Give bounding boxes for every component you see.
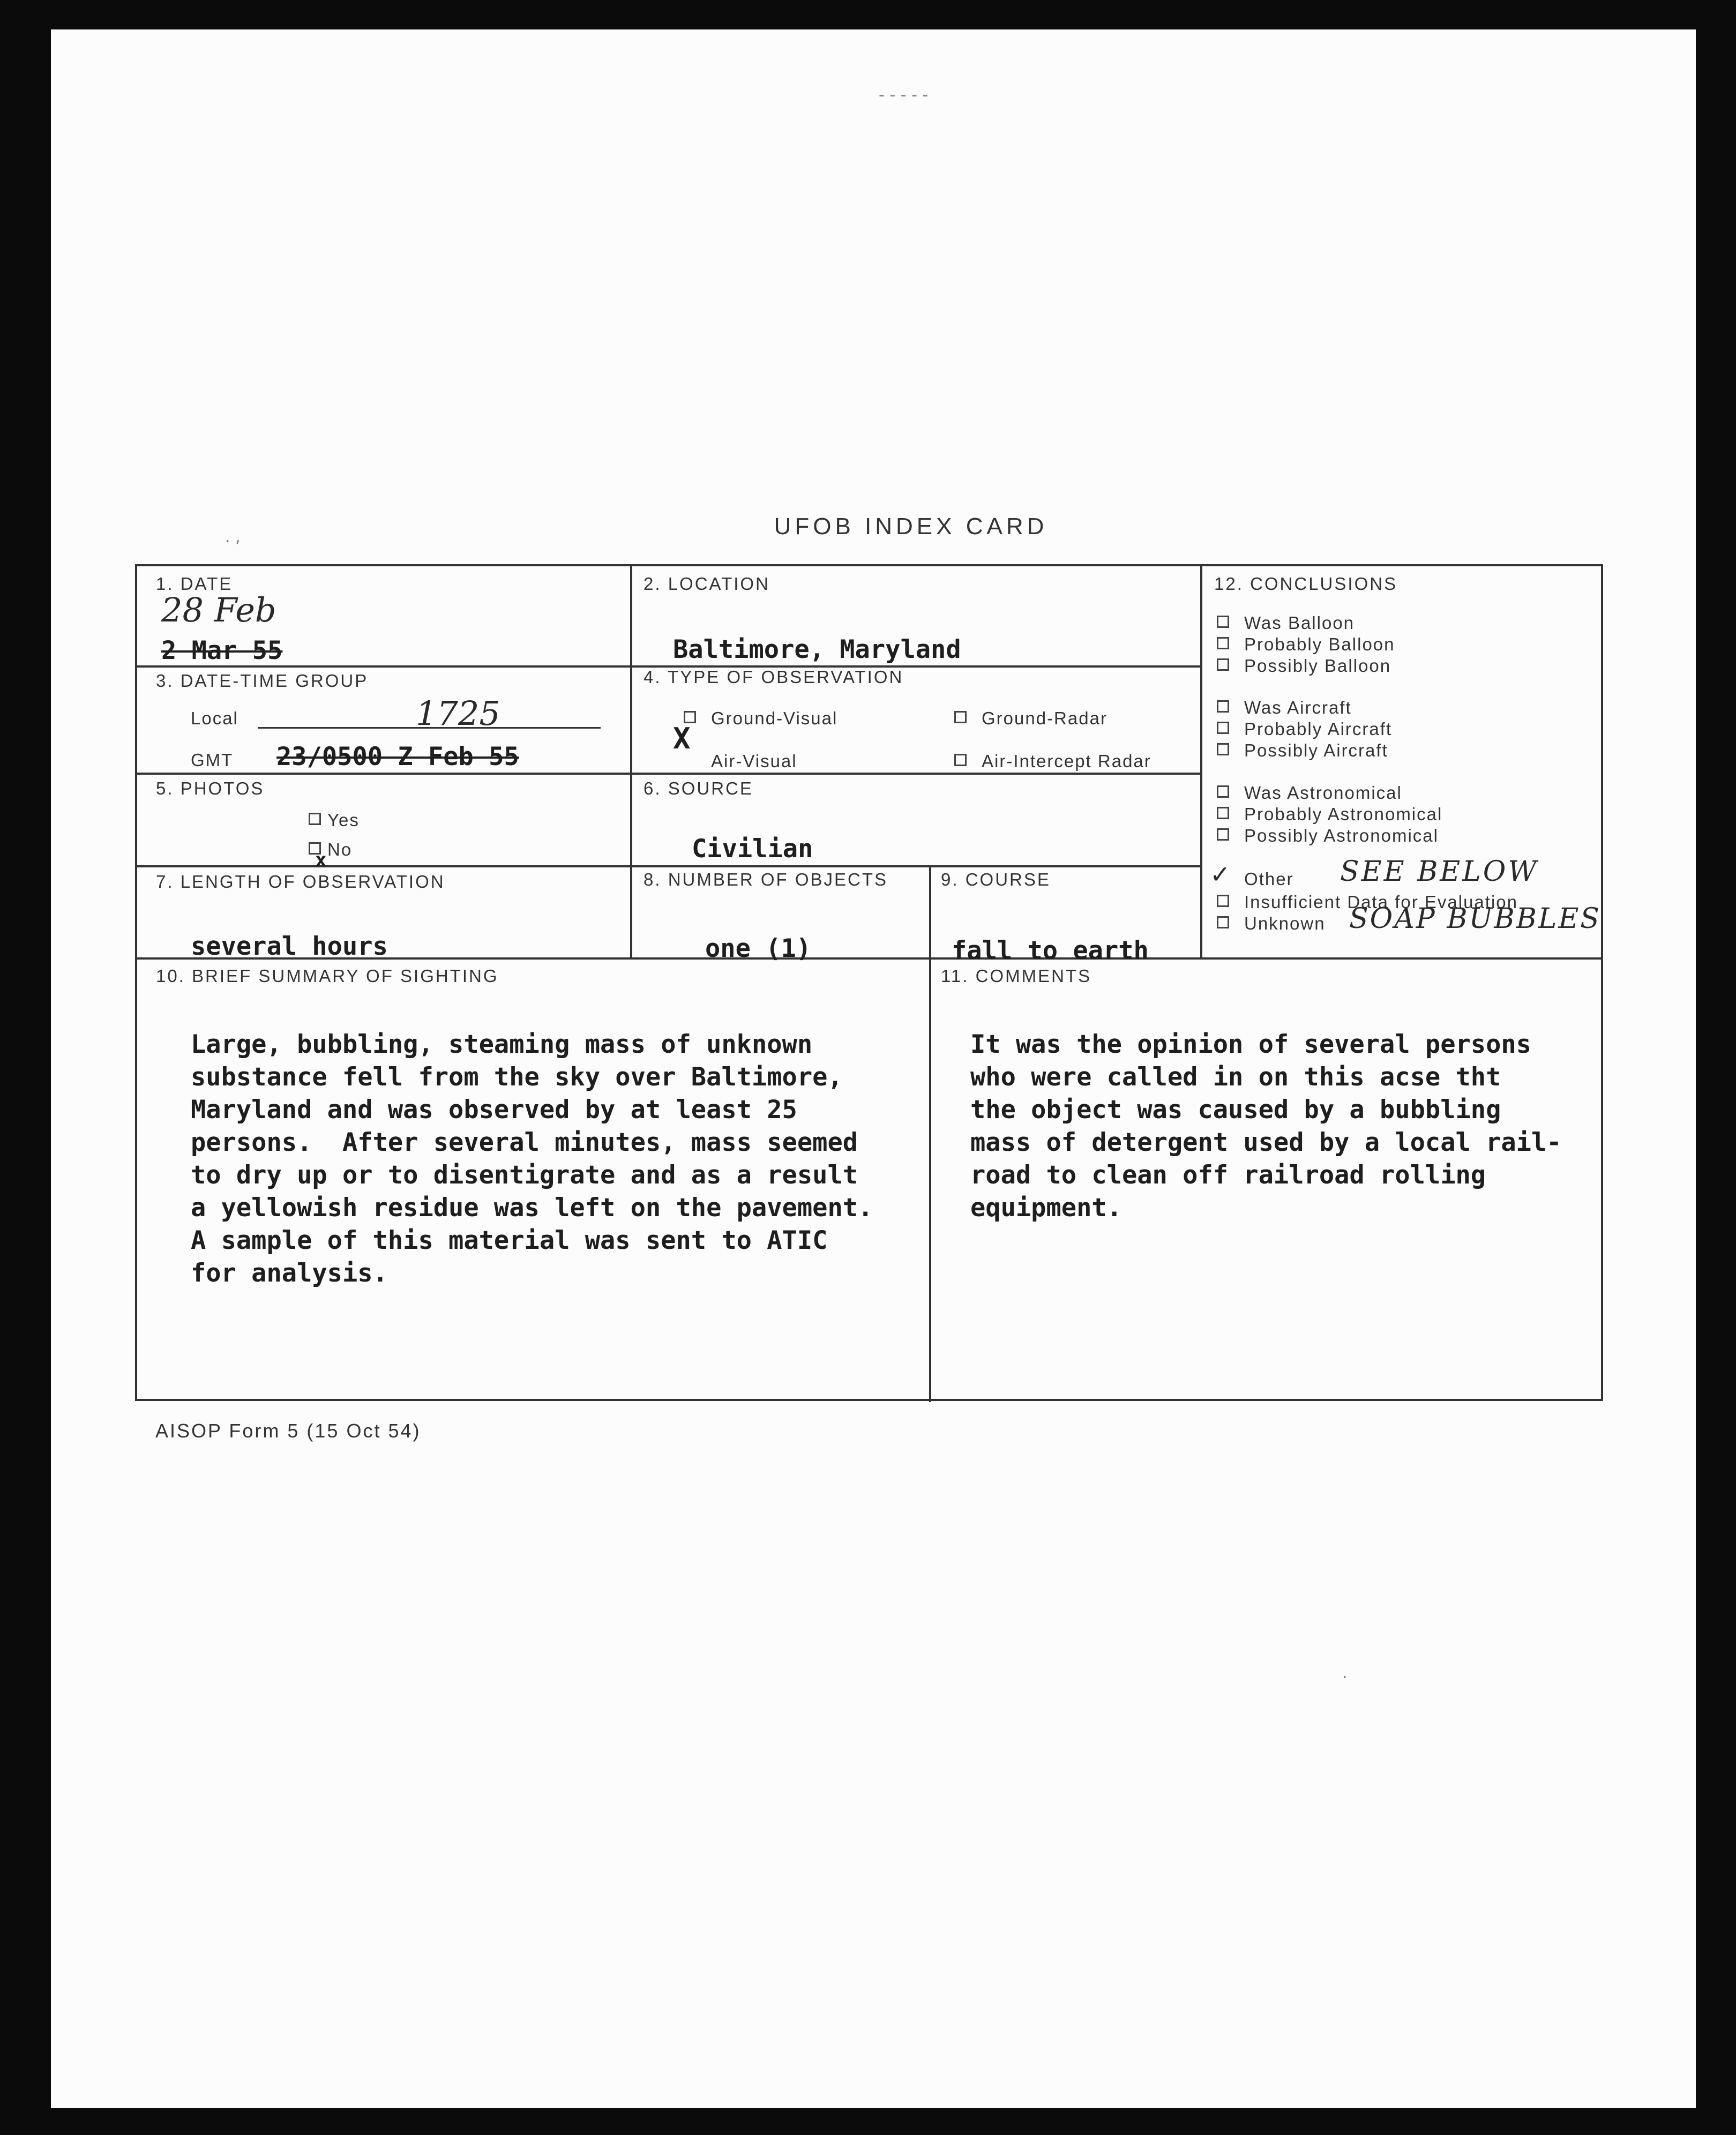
gmt-label: GMT — [191, 750, 234, 770]
ufob-index-card — [135, 564, 1603, 1401]
stray-mark-top: - - - - - — [879, 86, 929, 104]
local-label: Local — [191, 708, 238, 728]
summary-label: 10. BRIEF SUMMARY OF SIGHTING — [156, 966, 499, 986]
checkbox-possibly-aircraft[interactable] — [1217, 743, 1229, 755]
checkbox-air-visual[interactable] — [684, 754, 696, 766]
type-of-observation-label: 4. TYPE OF OBSERVATION — [643, 667, 904, 687]
checkbox-probably-aircraft[interactable] — [1217, 722, 1229, 734]
number-of-objects-value: one (1) — [705, 934, 812, 963]
local-value: 1725 — [416, 694, 500, 733]
comments-line: equipment. — [970, 1193, 1122, 1223]
conclusion-probably-astronomical[interactable]: Probably Astronomical — [1217, 804, 1442, 825]
summary-line: persons. After several minutes, mass seemed — [191, 1128, 858, 1157]
photos-no-check-mark: x — [315, 849, 327, 871]
summary-line: Maryland and was observed by at least 25 — [191, 1095, 797, 1125]
option-air-visual[interactable]: Air-Visual — [684, 751, 797, 771]
conclusion-possibly-aircraft[interactable]: Possibly Aircraft — [1217, 740, 1388, 761]
summary-line: to dry up or to disentigrate and as a result — [191, 1160, 858, 1190]
course-value: fall to earth — [952, 936, 1149, 965]
scan-border-right — [1696, 0, 1736, 2135]
checkbox-air-intercept-radar[interactable] — [954, 754, 967, 766]
divider-col1 — [630, 566, 632, 958]
comments-line: the object was caused by a bubbling — [970, 1095, 1501, 1125]
comments-line: road to clean off railroad rolling — [970, 1160, 1486, 1190]
conclusion-possibly-balloon[interactable]: Possibly Balloon — [1217, 656, 1391, 676]
conclusion-was-aircraft[interactable]: Was Aircraft — [1217, 698, 1352, 718]
date-handwritten: 28 Feb — [161, 590, 276, 630]
conclusions-label: 12. CONCLUSIONS — [1214, 574, 1398, 594]
option-ground-visual[interactable]: Ground-Visual — [684, 708, 837, 729]
summary-line: for analysis. — [191, 1258, 388, 1288]
conclusion-possibly-astronomical[interactable]: Possibly Astronomical — [1217, 826, 1439, 846]
date-time-group-label: 3. DATE-TIME GROUP — [156, 671, 369, 691]
comments-line: mass of detergent used by a local rail- — [970, 1128, 1562, 1157]
divider-row2 — [137, 773, 1201, 775]
length-of-observation-value: several hours — [191, 932, 388, 961]
scan-border-top — [0, 0, 1736, 29]
photos-label: 5. PHOTOS — [156, 778, 265, 798]
comments-line: who were called in on this acse tht — [970, 1062, 1501, 1092]
summary-line: Large, bubbling, steaming mass of unknown — [191, 1030, 813, 1059]
divider-col3 — [1200, 566, 1202, 958]
option-air-intercept-radar[interactable]: Air-Intercept Radar — [954, 751, 1151, 771]
conclusion-other[interactable]: Other — [1217, 869, 1294, 889]
checkbox-ground-radar[interactable] — [954, 711, 967, 723]
comments-line: It was the opinion of several persons — [970, 1030, 1531, 1059]
comments-label: 11. COMMENTS — [941, 966, 1092, 986]
stray-mark-right: . — [1342, 1664, 1348, 1682]
stray-mark-left: . , — [225, 528, 241, 546]
conclusion-was-balloon[interactable]: Was Balloon — [1217, 613, 1355, 633]
divider-col2 — [929, 866, 931, 1402]
conclusion-was-astronomical[interactable]: Was Astronomical — [1217, 783, 1402, 803]
length-of-observation-label: 7. LENGTH OF OBSERVATION — [156, 872, 445, 892]
checkbox-photos-yes[interactable] — [309, 813, 321, 825]
conclusion-probably-balloon[interactable]: Probably Balloon — [1217, 634, 1395, 655]
form-number: AISOP Form 5 (15 Oct 54) — [155, 1420, 421, 1442]
scan-border-left — [0, 0, 51, 2135]
conclusion-unknown[interactable]: Unknown — [1217, 913, 1326, 934]
summary-line: a yellowish residue was left on the pavement. — [191, 1193, 873, 1223]
location-value: Baltimore, Maryland — [673, 635, 961, 664]
gmt-value: 23/0500 Z Feb 55 — [276, 742, 519, 771]
checkbox-was-balloon[interactable] — [1217, 616, 1229, 628]
date-typed-struck: 2 Mar 55 — [161, 636, 283, 665]
summary-text — [191, 1028, 873, 1290]
summary-line: substance fell from the sky over Baltimore, — [191, 1062, 843, 1092]
checkbox-probably-astronomical[interactable] — [1217, 807, 1229, 819]
checkbox-was-aircraft[interactable] — [1217, 700, 1229, 713]
comments-text — [970, 1028, 1562, 1224]
divider-row3 — [137, 865, 1201, 867]
checkbox-probably-balloon[interactable] — [1217, 637, 1229, 649]
other-handwritten: SEE BELOW — [1340, 856, 1539, 888]
number-of-objects-label: 8. NUMBER OF OBJECTS — [643, 870, 888, 889]
conclusion-probably-aircraft[interactable]: Probably Aircraft — [1217, 719, 1392, 739]
card-title: UFOB INDEX CARD — [774, 513, 1048, 540]
checkbox-possibly-balloon[interactable] — [1217, 658, 1229, 671]
scan-border-bottom — [0, 2108, 1736, 2135]
other-check-mark: ✓ — [1210, 860, 1231, 889]
source-value: Civilian — [692, 834, 813, 864]
option-photos-no[interactable]: No — [309, 840, 352, 860]
air-visual-check-mark: X — [673, 722, 691, 755]
unknown-handwritten: SOAP BUBBLES — [1349, 903, 1601, 935]
source-label: 6. SOURCE — [643, 778, 753, 798]
course-label: 9. COURSE — [941, 870, 1051, 889]
checkbox-insufficient-data[interactable] — [1217, 895, 1229, 907]
checkbox-was-astronomical[interactable] — [1217, 785, 1229, 798]
option-photos-yes[interactable]: Yes — [309, 810, 360, 830]
summary-line: A sample of this material was sent to ATIC — [191, 1226, 828, 1255]
checkbox-unknown[interactable] — [1217, 916, 1229, 928]
date-label: 1. DATE — [156, 574, 233, 594]
checkbox-possibly-astronomical[interactable] — [1217, 828, 1229, 841]
option-ground-radar[interactable]: Ground-Radar — [954, 708, 1108, 729]
location-label: 2. LOCATION — [643, 574, 770, 594]
conclusion-insufficient-data[interactable]: Insufficient Data for Evaluation — [1217, 892, 1518, 912]
